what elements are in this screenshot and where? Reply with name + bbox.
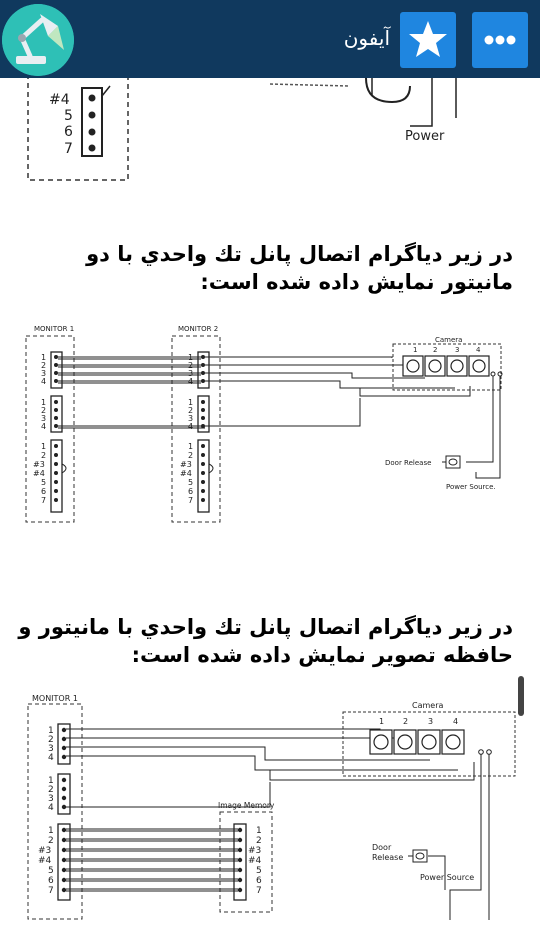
door-release-label: Release (372, 853, 404, 862)
pin-label: 3 (188, 369, 194, 378)
pin-label: 4 (41, 422, 47, 431)
camera-label: Camera (412, 701, 444, 710)
pin-label: 7 (256, 886, 262, 896)
camera-terminal-number: 1 (413, 346, 418, 354)
image-memory-label: Image Memory (218, 801, 275, 810)
camera-label: Camera (435, 336, 463, 344)
pin-label: 2 (41, 406, 47, 415)
pin-label: 3 (48, 744, 54, 754)
pin-label: 4 (48, 753, 54, 763)
scrollbar[interactable] (518, 676, 524, 716)
pin-label: 5 (48, 866, 54, 876)
camera-terminal-number: 4 (453, 717, 459, 726)
app-title: آیفون (343, 26, 390, 50)
article-content[interactable] (0, 78, 540, 933)
pin-label: 6 (256, 876, 262, 886)
pin-label: 4 (188, 377, 194, 386)
camera-terminal-number: 4 (476, 346, 481, 354)
pin-label: 1 (48, 726, 54, 736)
pin-label: #3 (248, 846, 262, 856)
pin-label: 6 (188, 487, 194, 496)
camera-terminal-number: 3 (455, 346, 460, 354)
more-horizontal-icon (472, 12, 528, 68)
pin-label: 5 (256, 866, 262, 876)
pin-label: #4 (248, 856, 262, 866)
door-release-label: Door (372, 843, 392, 852)
pin-label: 7 (48, 886, 54, 896)
pin-label: 4 (188, 422, 194, 431)
pin-label: #4 (38, 856, 52, 866)
pin-label: 1 (188, 353, 194, 362)
pin-label: 3 (188, 414, 194, 423)
pin-label: 7 (188, 496, 194, 505)
pin-label: 6 (64, 124, 73, 140)
pin-label: 7 (41, 496, 47, 505)
pin-label: #3 (38, 846, 52, 856)
app-bar (0, 0, 540, 78)
pin-label: 1 (256, 826, 262, 836)
pin-label: 2 (188, 361, 194, 370)
camera-terminal-number: 3 (428, 717, 434, 726)
pin-label: 5 (64, 108, 73, 124)
more-options-button[interactable] (472, 12, 528, 68)
desk-lamp-icon[interactable] (2, 4, 74, 76)
pin-label: 7 (64, 141, 73, 157)
door-release-label: Door Release (385, 459, 432, 467)
pin-label: 2 (48, 836, 54, 846)
pin-label: 3 (41, 414, 47, 423)
pin-label: 2 (41, 451, 47, 460)
pin-label: 1 (41, 442, 47, 451)
pin-label: 2 (188, 406, 194, 415)
pin-label: 4 (41, 377, 47, 386)
pin-label: 3 (41, 369, 47, 378)
star-icon (400, 12, 456, 68)
top-wiring-diagram (0, 78, 540, 188)
pin-label: 2 (256, 836, 262, 846)
favorite-button[interactable] (400, 12, 456, 68)
monitor-image-memory-wiring-diagram (0, 690, 540, 930)
pin-label: 2 (48, 785, 54, 795)
pin-label: 1 (188, 398, 194, 407)
camera-terminal-number: 2 (433, 346, 438, 354)
pin-label: 1 (48, 776, 54, 786)
power-source-label: Power Source (420, 873, 475, 882)
pin-label: #4 (33, 469, 45, 478)
section-heading: در زير دياگرام اتصال پانل تك واحدي با مانيتور و حافظه تصوير نمايش داده شده است: (18, 615, 513, 667)
pin-label: 5 (41, 478, 47, 487)
monitor-1-label: MONITOR 1 (34, 325, 75, 333)
pin-label: 2 (41, 361, 47, 370)
pin-label: 1 (41, 398, 47, 407)
pin-label: 1 (41, 353, 47, 362)
section-heading: در زير دياگرام اتصال پانل تك واحدي با دو مانيتور نمايش داده شده است: (86, 242, 513, 294)
pin-label: 1 (48, 826, 54, 836)
power-source-label: Power Source. (446, 483, 496, 491)
pin-label: 4 (48, 803, 54, 813)
pin-label: 5 (188, 478, 194, 487)
pin-label: 3 (48, 794, 54, 804)
camera-terminal-number: 2 (403, 717, 409, 726)
pin-label: 2 (188, 451, 194, 460)
camera-terminal-number: 1 (379, 717, 385, 726)
pin-label: 6 (41, 487, 47, 496)
monitor-2-label: MONITOR 2 (178, 325, 219, 333)
pin-label: #3 (180, 460, 192, 469)
pin-label: 6 (48, 876, 54, 886)
monitor-1-label: MONITOR 1 (32, 694, 78, 703)
pin-label: #3 (33, 460, 45, 469)
pin-label: #4 (49, 92, 70, 108)
pin-label: 2 (48, 735, 54, 745)
power-label: Power (405, 129, 445, 144)
pin-label: 1 (188, 442, 194, 451)
two-monitor-wiring-diagram (0, 322, 540, 532)
pin-label: #4 (180, 469, 192, 478)
